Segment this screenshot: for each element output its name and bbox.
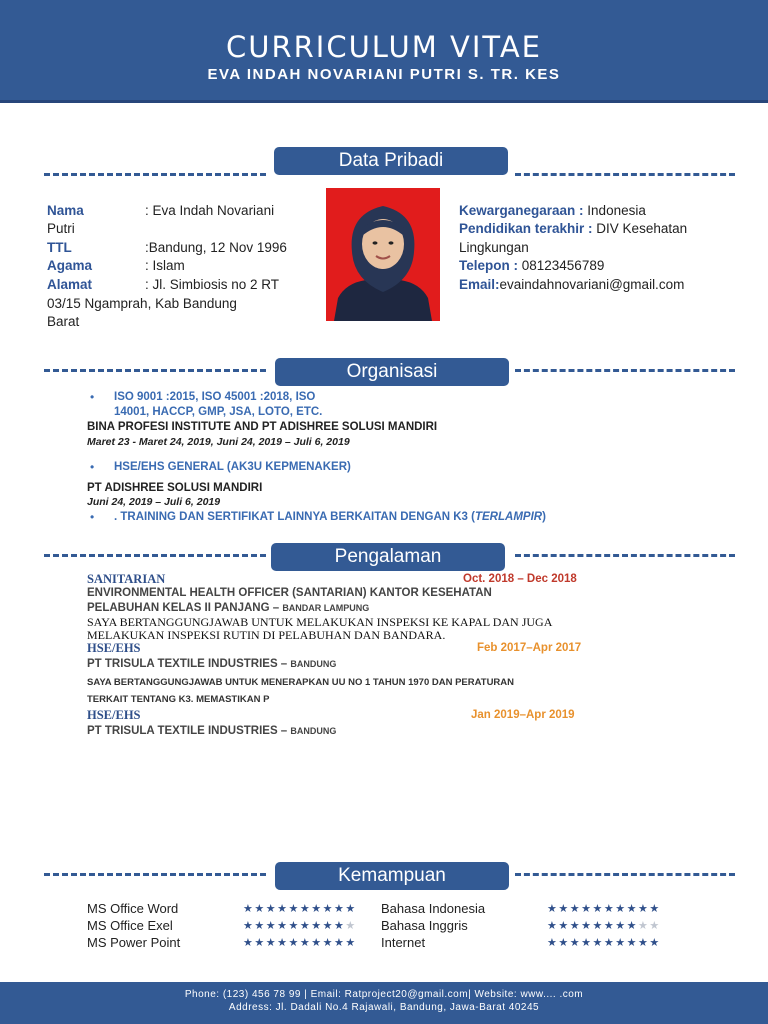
- value-alamat-cont2: Barat: [47, 314, 80, 329]
- star-icon: ★: [277, 937, 289, 949]
- value-agama: : Islam: [145, 258, 185, 273]
- section-divider: [44, 873, 266, 876]
- star-icon: ★: [603, 903, 616, 915]
- label-alamat: Alamat: [47, 277, 93, 292]
- star-icon: ★: [558, 920, 570, 932]
- skill-rating-stars: [243, 919, 357, 932]
- section-divider: [44, 554, 266, 557]
- section-title-organisasi: Organisasi: [275, 358, 509, 386]
- skill-name: Internet: [381, 935, 426, 950]
- job1-date: Oct. 2018 – Dec 2018: [463, 573, 577, 585]
- header-banner: [0, 0, 768, 103]
- star-icon: ★: [345, 903, 357, 915]
- label-ttl: TTL: [47, 240, 72, 255]
- star-icon: ★: [615, 937, 627, 949]
- section-divider: [515, 873, 735, 876]
- section-divider: [515, 554, 735, 557]
- star-icon: ★: [254, 920, 266, 932]
- job2-desc2: TERKAIT TENTANG K3. MEMASTIKAN P: [87, 694, 270, 705]
- org-item3: . TRAINING DAN SERTIFIKAT LAINNYA BERKAITAN DENGAN K3 (TERLAMPIR): [114, 511, 546, 523]
- star-icon: ★: [569, 937, 582, 949]
- footer-contact: Phone: (123) 456 78 99 | Email: Ratproject20@gmail.com| Website: www.... .com: [184, 989, 584, 1000]
- skill-rating-stars: [547, 919, 661, 932]
- star-icon: ★: [649, 903, 661, 915]
- star-icon: ★: [288, 903, 300, 915]
- job2-title: HSE/EHS: [87, 641, 141, 655]
- star-icon: ★: [334, 920, 346, 932]
- star-icon: ★: [638, 903, 650, 915]
- star-icon: ★: [277, 920, 289, 932]
- cv-title: CURRICULUM VITAE: [226, 30, 542, 64]
- value-nama: : Eva Indah Novariani: [145, 203, 275, 218]
- bullet-icon: •: [90, 390, 95, 404]
- star-icon: ★: [254, 903, 266, 915]
- star-icon: ★: [243, 903, 255, 915]
- cv-name: EVA INDAH NOVARIANI PUTRI S. TR. KES: [207, 66, 561, 83]
- star-icon: ★: [592, 937, 604, 949]
- section-divider: [515, 369, 735, 372]
- star-icon: ★: [299, 920, 312, 932]
- star-icon: ★: [311, 920, 323, 932]
- section-title-data-pribadi: Data Pribadi: [274, 147, 508, 175]
- star-icon: ★: [265, 903, 278, 915]
- org-item2-date: Juni 24, 2019 – Juli 6, 2019: [87, 496, 221, 508]
- star-icon: ★: [254, 937, 266, 949]
- telepon-row: Telepon : 08123456789: [459, 258, 605, 273]
- star-icon: ★: [558, 903, 570, 915]
- pendidikan-cont: Lingkungan: [459, 240, 529, 255]
- bullet-icon: •: [90, 510, 95, 524]
- star-icon: ★: [547, 903, 559, 915]
- star-icon: ★: [626, 903, 638, 915]
- skill-name: Bahasa Indonesia: [381, 901, 486, 916]
- star-icon: ★: [558, 937, 570, 949]
- star-icon: ★: [299, 937, 312, 949]
- job1-desc2: MELAKUKAN INSPEKSI RUTIN DI PELABUHAN DAN BANDARA.: [87, 628, 446, 642]
- job2-desc1: SAYA BERTANGGUNGJAWAB UNTUK MENERAPKAN UU NO 1 TAHUN 1970 DAN PERATURAN: [87, 677, 515, 688]
- star-icon: ★: [299, 903, 312, 915]
- star-icon: ★: [288, 920, 300, 932]
- star-icon: ★: [334, 903, 346, 915]
- section-divider: [515, 173, 735, 176]
- profile-photo-illustration: [326, 188, 440, 321]
- star-icon: ★: [649, 920, 661, 932]
- kewarganegaraan-row: Kewarganegaraan : Indonesia: [459, 203, 646, 218]
- star-icon: ★: [626, 937, 638, 949]
- star-icon: ★: [311, 937, 323, 949]
- org-item1-title1: ISO 9001 :2015, ISO 45001 :2018, ISO: [114, 391, 316, 403]
- label-nama: Nama: [47, 203, 84, 218]
- section-title-kemampuan: Kemampuan: [275, 862, 509, 890]
- value-alamat: : Jl. Simbiosis no 2 RT: [145, 277, 280, 292]
- skill-name: MS Office Word: [87, 901, 179, 916]
- star-icon: ★: [626, 920, 638, 932]
- star-icon: ★: [581, 903, 593, 915]
- star-icon: ★: [592, 903, 604, 915]
- org-item1-title2: 14001, HACCP, GMP, JSA, LOTO, ETC.: [114, 406, 323, 418]
- bullet-icon: •: [90, 460, 95, 474]
- star-icon: ★: [638, 920, 650, 932]
- email-row: Email:evaindahnovariani@gmail.com: [459, 277, 685, 292]
- job2-date: Feb 2017–Apr 2017: [477, 642, 582, 654]
- star-icon: ★: [243, 937, 255, 949]
- job1-org2: PELABUHAN KELAS II PANJANG – BANDAR LAMPUNG: [87, 602, 370, 614]
- star-icon: ★: [334, 937, 346, 949]
- org-item1-org: BINA PROFESI INSTITUTE AND PT ADISHREE SOLUSI MANDIRI: [87, 421, 438, 433]
- star-icon: ★: [288, 937, 300, 949]
- job1-title: SANITARIAN: [87, 572, 166, 586]
- star-icon: ★: [569, 903, 582, 915]
- star-icon: ★: [547, 937, 559, 949]
- skill-name: MS Power Point: [87, 935, 181, 950]
- skill-rating-stars: [547, 936, 661, 949]
- skill-rating-stars: [243, 936, 357, 949]
- star-icon: ★: [615, 903, 627, 915]
- star-icon: ★: [603, 920, 616, 932]
- job2-org: PT TRISULA TEXTILE INDUSTRIES – BANDUNG: [87, 658, 337, 670]
- pendidikan-row: Pendidikan terakhir : DIV Kesehatan: [459, 221, 688, 236]
- org-item1-date: Maret 23 - Maret 24, 2019, Juni 24, 2019 – Juli 6, 2019: [87, 436, 350, 448]
- skill-rating-stars: [547, 902, 661, 915]
- section-divider: [44, 173, 266, 176]
- star-icon: ★: [322, 903, 334, 915]
- job3-org: PT TRISULA TEXTILE INDUSTRIES – BANDUNG: [87, 725, 337, 737]
- job3-title: HSE/EHS: [87, 708, 141, 722]
- star-icon: ★: [603, 937, 616, 949]
- footer: [0, 982, 768, 1024]
- star-icon: ★: [345, 937, 357, 949]
- star-icon: ★: [311, 903, 323, 915]
- footer-address: Address: Jl. Dadali No.4 Rajawali, Bandung, Jawa-Barat 40245: [228, 1002, 540, 1013]
- star-icon: ★: [581, 937, 593, 949]
- star-icon: ★: [243, 920, 255, 932]
- value-alamat-cont1: 03/15 Ngamprah, Kab Bandung: [47, 296, 237, 311]
- job3-date: Jan 2019–Apr 2019: [471, 709, 575, 721]
- section-divider: [44, 369, 266, 372]
- star-icon: ★: [265, 937, 278, 949]
- star-icon: ★: [322, 920, 334, 932]
- job1-desc1: SAYA BERTANGGUNGJAWAB UNTUK MELAKUKAN INSPEKSI KE KAPAL DAN JUGA: [87, 615, 553, 629]
- star-icon: ★: [569, 920, 582, 932]
- star-icon: ★: [592, 920, 604, 932]
- star-icon: ★: [265, 920, 278, 932]
- skill-name: MS Office Exel: [87, 918, 173, 933]
- star-icon: ★: [581, 920, 593, 932]
- star-icon: ★: [345, 920, 357, 932]
- star-icon: ★: [547, 920, 559, 932]
- profile-photo: [326, 188, 440, 321]
- label-agama: Agama: [47, 258, 93, 273]
- value-ttl: :Bandung, 12 Nov 1996: [145, 240, 287, 255]
- star-icon: ★: [638, 937, 650, 949]
- job1-org1: ENVIRONMENTAL HEALTH OFFICER (SANTARIAN) KANTOR KESEHATAN: [87, 587, 492, 599]
- org-item2-org: PT ADISHREE SOLUSI MANDIRI: [87, 482, 263, 494]
- skill-name: Bahasa Inggris: [381, 918, 468, 933]
- org-item2-title: HSE/EHS GENERAL (AK3U KEPMENAKER): [114, 461, 351, 473]
- star-icon: ★: [615, 920, 627, 932]
- star-icon: ★: [277, 903, 289, 915]
- section-title-pengalaman: Pengalaman: [271, 543, 505, 571]
- skill-rating-stars: [243, 902, 357, 915]
- value-nama-cont: Putri: [47, 221, 75, 236]
- star-icon: ★: [649, 937, 661, 949]
- star-icon: ★: [322, 937, 334, 949]
